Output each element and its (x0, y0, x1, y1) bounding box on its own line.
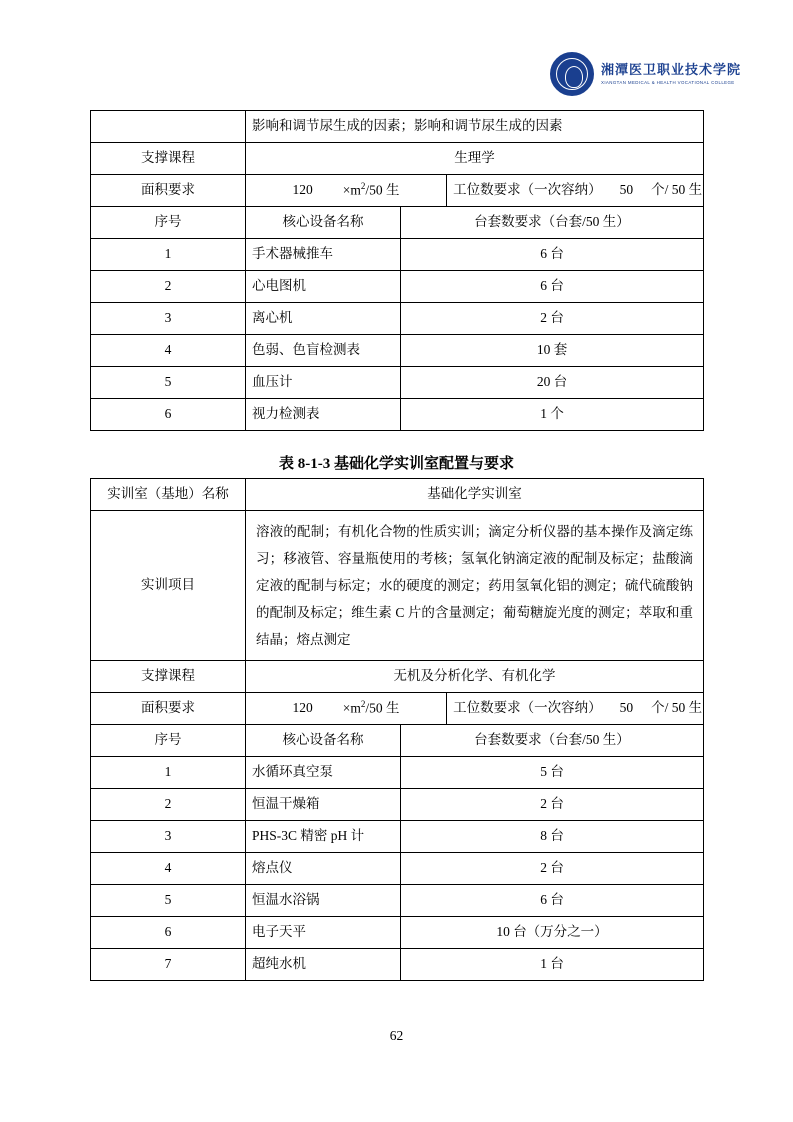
table-row (91, 143, 704, 175)
table-row (91, 789, 704, 821)
table2-area-value: 120 (292, 700, 313, 716)
table-row (91, 238, 704, 270)
table1-station-label: 工位数要求（一次容纳） (453, 182, 602, 198)
table1-row5-qty: 1 个 (401, 398, 704, 430)
table1-row0-no: 1 (91, 238, 246, 270)
table2-row6-no: 7 (91, 949, 246, 981)
table2-project-label: 实训项目 (91, 511, 246, 661)
table2-row6-qty: 1 台 (401, 949, 704, 981)
table2-row2-qty: 8 台 (401, 821, 704, 853)
table-row (91, 175, 704, 207)
table2-row1-qty: 2 台 (401, 789, 704, 821)
table1-row2-no: 3 (91, 302, 246, 334)
table2-area-value-cell (246, 693, 447, 724)
table1-row2-name: 离心机 (246, 302, 401, 334)
table1-station-cell (447, 175, 708, 206)
college-logo (550, 52, 741, 96)
table2-row2-no: 3 (91, 821, 246, 853)
table1-area-value-cell (246, 175, 447, 206)
table1-top-label (91, 111, 246, 143)
table2-row5-no: 6 (91, 917, 246, 949)
table2-course-label: 支撑课程 (91, 661, 246, 693)
table2-row5-qty: 10 台（万分之一） (401, 917, 704, 949)
table1-area-label: 面积要求 (91, 175, 246, 207)
table2-row6-name: 超纯水机 (246, 949, 401, 981)
table1-top-value: 影响和调节尿生成的因素；影响和调节尿生成的因素 (246, 111, 704, 143)
table2-row3-no: 4 (91, 853, 246, 885)
table2-row1-no: 2 (91, 789, 246, 821)
table1-row2-qty: 2 台 (401, 302, 704, 334)
table2-area-unit: $\times m^2/50$ 生 (342, 698, 400, 716)
table1-col-name: 核心设备名称 (246, 207, 401, 239)
table-row (91, 693, 704, 725)
table2-room-value: 基础化学实训室 (246, 479, 704, 511)
table1-row0-name: 手术器械推车 (246, 238, 401, 270)
table-row (91, 821, 704, 853)
table1-row3-qty: 10 套 (401, 334, 704, 366)
table2-station-label: 工位数要求（一次容纳） (453, 700, 602, 716)
table-row (91, 949, 704, 981)
table1-row1-name: 心电图机 (246, 270, 401, 302)
table2-row0-name: 水循环真空泵 (246, 757, 401, 789)
table1-area-station-cell (246, 175, 704, 207)
table2-station-cell (447, 693, 708, 724)
table-row (91, 757, 704, 789)
table1-course-value: 生理学 (246, 143, 704, 175)
college-logo-text (601, 63, 741, 85)
table-row (91, 853, 704, 885)
table-row (91, 661, 704, 693)
table1-row1-no: 2 (91, 270, 246, 302)
table2-row4-no: 5 (91, 885, 246, 917)
table2-room-label: 实训室（基地）名称 (91, 479, 246, 511)
table-row (91, 302, 704, 334)
table2-row4-qty: 6 台 (401, 885, 704, 917)
table-row (91, 111, 704, 143)
table1-col-no: 序号 (91, 207, 246, 239)
table2-project-value: 溶液的配制；有机化合物的性质实训；滴定分析仪器的基本操作及滴定练习；移液管、容量瓶使用的考核；氢氧化钠滴定液的配制及标定；盐酸滴定液的配制与标定；水的硬度的测定；药用氢氧化铝的测定；硫代硫酸钠的配制及标定；维生素 C 片的含量测定；葡萄糖旋光度的测定；萃取和重结晶；熔点测定 (246, 511, 704, 661)
table-row (91, 917, 704, 949)
table-basic-chemistry-lab (90, 478, 704, 981)
table-row (91, 366, 704, 398)
table2-row2-name: PHS-3C 精密 pH 计 (246, 821, 401, 853)
table-row (91, 885, 704, 917)
table2-col-name: 核心设备名称 (246, 725, 401, 757)
table-row (91, 270, 704, 302)
table1-station-unit: 个/ 50 生 (651, 182, 703, 198)
table-row (91, 334, 704, 366)
table1-row3-no: 4 (91, 334, 246, 366)
table1-row4-qty: 20 台 (401, 366, 704, 398)
table2-caption: 表 8-1-3 基础化学实训室配置与要求 (279, 456, 514, 472)
table1-course-label: 支撑课程 (91, 143, 246, 175)
table1-area-unit: $\times m^2/50$ 生 (342, 180, 400, 198)
table2-course-value: 无机及分析化学、有机化学 (246, 661, 704, 693)
table2-row3-qty: 2 台 (401, 853, 704, 885)
table1-row3-name: 色弱、色盲检测表 (246, 334, 401, 366)
table-row (91, 479, 704, 511)
table2-area-label: 面积要求 (91, 693, 246, 725)
table2-station-value: 50 (619, 700, 634, 716)
table2-area-station-cell (246, 693, 704, 725)
table-header-row (91, 725, 704, 757)
table2-col-no: 序号 (91, 725, 246, 757)
table-row (91, 398, 704, 430)
table2-row4-name: 恒温水浴锅 (246, 885, 401, 917)
table2-row5-name: 电子天平 (246, 917, 401, 949)
table2-col-qty: 台套数要求（台套/50 生） (401, 725, 704, 757)
table-row (91, 511, 704, 661)
table-physiology-lab (90, 110, 704, 431)
college-name-en: XIANGTAN MEDICAL & HEALTH VOCATIONAL COLLEGE (600, 79, 735, 85)
college-seal-icon (550, 52, 594, 96)
table1-row4-name: 血压计 (246, 366, 401, 398)
table2-row0-qty: 5 台 (401, 757, 704, 789)
table-header-row (91, 207, 704, 239)
table1-row5-no: 6 (91, 398, 246, 430)
table2-row3-name: 熔点仪 (246, 853, 401, 885)
table1-area-value: 120 (292, 182, 313, 198)
table2-row0-no: 1 (91, 757, 246, 789)
table1-row0-qty: 6 台 (401, 238, 704, 270)
college-name-cn: 湘潭医卫职业技术学院 (600, 62, 741, 77)
page-number: 62 (389, 1028, 404, 1043)
table1-station-value: 50 (619, 182, 634, 198)
table1-col-qty: 台套数要求（台套/50 生） (401, 207, 704, 239)
table1-row4-no: 5 (91, 366, 246, 398)
table1-row1-qty: 6 台 (401, 270, 704, 302)
table2-station-unit: 个/ 50 生 (651, 700, 703, 716)
table2-row1-name: 恒温干燥箱 (246, 789, 401, 821)
table1-row5-name: 视力检测表 (246, 398, 401, 430)
